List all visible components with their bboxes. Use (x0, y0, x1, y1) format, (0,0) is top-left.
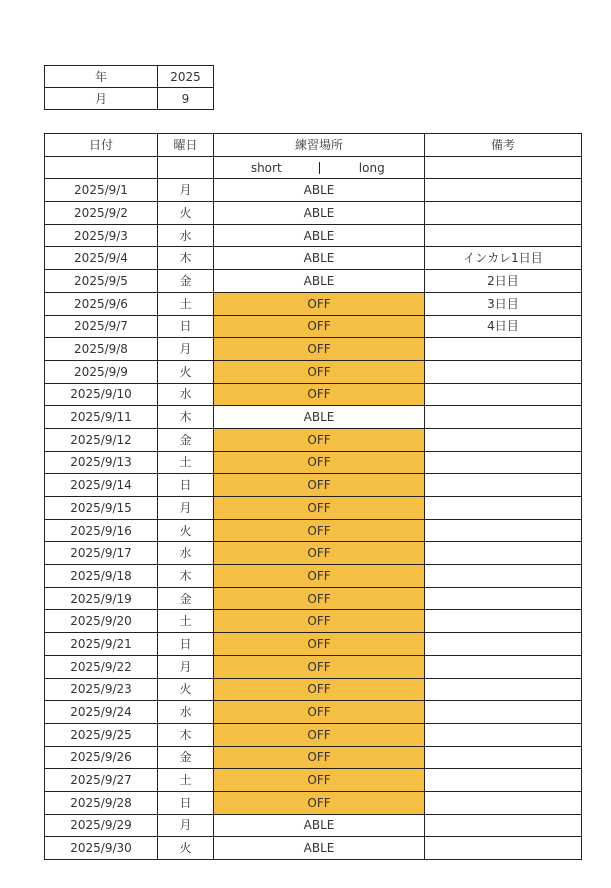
table-row (45, 451, 582, 474)
weekday-cell[interactable]: 火 (158, 837, 214, 860)
date-cell[interactable]: 2025/9/16 (45, 519, 158, 542)
status-cell[interactable]: OFF (214, 791, 425, 814)
month-label[interactable]: 月 (45, 88, 158, 110)
table-row (45, 428, 582, 451)
table-row (45, 179, 582, 202)
weekday-cell[interactable]: 月 (158, 497, 214, 520)
month-row (45, 88, 214, 110)
month-value[interactable]: 9 (158, 88, 214, 110)
note-cell[interactable] (425, 406, 582, 429)
date-cell[interactable]: 2025/9/26 (45, 746, 158, 769)
table-row (45, 678, 582, 701)
weekday-cell[interactable]: 金 (158, 270, 214, 293)
date-cell[interactable]: 2025/9/8 (45, 338, 158, 361)
status-cell[interactable]: OFF (214, 338, 425, 361)
header-row (45, 134, 582, 157)
header-place[interactable]: 練習場所 (214, 134, 425, 157)
date-cell[interactable]: 2025/9/3 (45, 224, 158, 247)
weekday-cell[interactable]: 火 (158, 519, 214, 542)
status-cell[interactable]: OFF (214, 610, 425, 633)
year-month-table (44, 65, 214, 110)
date-cell[interactable]: 2025/9/23 (45, 678, 158, 701)
date-cell[interactable]: 2025/9/9 (45, 360, 158, 383)
date-cell[interactable]: 2025/9/20 (45, 610, 158, 633)
table-row (45, 565, 582, 588)
weekday-cell[interactable]: 月 (158, 655, 214, 678)
weekday-cell[interactable]: 土 (158, 769, 214, 792)
note-cell[interactable] (425, 542, 582, 565)
table-row (45, 315, 582, 338)
table-row (45, 542, 582, 565)
note-cell[interactable] (425, 360, 582, 383)
status-cell[interactable]: OFF (214, 519, 425, 542)
date-cell[interactable]: 2025/9/2 (45, 202, 158, 225)
weekday-cell[interactable]: 火 (158, 678, 214, 701)
note-cell[interactable] (425, 701, 582, 724)
weekday-cell[interactable]: 水 (158, 542, 214, 565)
table-row (45, 406, 582, 429)
date-cell[interactable]: 2025/9/27 (45, 769, 158, 792)
weekday-cell[interactable]: 日 (158, 791, 214, 814)
weekday-cell[interactable]: 水 (158, 701, 214, 724)
table-row (45, 701, 582, 724)
subheader-weekday-empty[interactable] (158, 156, 214, 179)
weekday-cell[interactable]: 水 (158, 383, 214, 406)
date-cell[interactable]: 2025/9/21 (45, 633, 158, 656)
date-cell[interactable]: 2025/9/13 (45, 451, 158, 474)
table-row (45, 338, 582, 361)
year-value[interactable]: 2025 (158, 66, 214, 88)
note-cell[interactable] (425, 224, 582, 247)
note-cell[interactable]: 3日目 (425, 292, 582, 315)
table-row (45, 655, 582, 678)
subheader-date-empty[interactable] (45, 156, 158, 179)
note-cell[interactable] (425, 769, 582, 792)
date-cell[interactable]: 2025/9/12 (45, 428, 158, 451)
status-cell[interactable]: OFF (214, 633, 425, 656)
table-row (45, 292, 582, 315)
note-cell[interactable] (425, 451, 582, 474)
note-cell[interactable] (425, 519, 582, 542)
subheader-note-empty[interactable] (425, 156, 582, 179)
header-date[interactable]: 日付 (45, 134, 158, 157)
table-row (45, 791, 582, 814)
date-cell[interactable]: 2025/9/7 (45, 315, 158, 338)
note-cell[interactable] (425, 746, 582, 769)
date-cell[interactable]: 2025/9/1 (45, 179, 158, 202)
note-cell[interactable] (425, 587, 582, 610)
status-cell[interactable]: ABLE (214, 814, 425, 837)
table-row (45, 519, 582, 542)
weekday-cell[interactable]: 日 (158, 633, 214, 656)
weekday-cell[interactable]: 木 (158, 723, 214, 746)
note-cell[interactable]: 2日目 (425, 270, 582, 293)
note-cell[interactable] (425, 474, 582, 497)
note-cell[interactable]: インカレ1日目 (425, 247, 582, 270)
table-row (45, 383, 582, 406)
date-cell[interactable]: 2025/9/10 (45, 383, 158, 406)
status-cell[interactable]: OFF (214, 542, 425, 565)
table-row (45, 474, 582, 497)
subheader-long[interactable]: long (358, 160, 385, 175)
date-cell[interactable]: 2025/9/18 (45, 565, 158, 588)
year-label[interactable]: 年 (45, 66, 158, 88)
weekday-cell[interactable]: 月 (158, 179, 214, 202)
status-cell[interactable]: OFF (214, 315, 425, 338)
status-cell[interactable]: OFF (214, 746, 425, 769)
table-row (45, 270, 582, 293)
status-cell[interactable]: ABLE (214, 247, 425, 270)
header-weekday[interactable]: 曜日 (158, 134, 214, 157)
weekday-cell[interactable]: 木 (158, 247, 214, 270)
table-row (45, 224, 582, 247)
table-row (45, 202, 582, 225)
weekday-cell[interactable]: 日 (158, 315, 214, 338)
table-row (45, 587, 582, 610)
status-cell[interactable]: OFF (214, 451, 425, 474)
weekday-cell[interactable]: 月 (158, 338, 214, 361)
note-cell[interactable] (425, 814, 582, 837)
table-row (45, 360, 582, 383)
date-cell[interactable]: 2025/9/29 (45, 814, 158, 837)
date-cell[interactable]: 2025/9/4 (45, 247, 158, 270)
date-cell[interactable]: 2025/9/28 (45, 791, 158, 814)
weekday-cell[interactable]: 土 (158, 610, 214, 633)
weekday-cell[interactable]: 金 (158, 746, 214, 769)
date-cell[interactable]: 2025/9/30 (45, 837, 158, 860)
note-cell[interactable] (425, 723, 582, 746)
weekday-cell[interactable]: 木 (158, 406, 214, 429)
table-row (45, 633, 582, 656)
weekday-cell[interactable]: 火 (158, 360, 214, 383)
status-cell[interactable]: ABLE (214, 179, 425, 202)
status-cell[interactable]: OFF (214, 769, 425, 792)
table-row (45, 746, 582, 769)
table-row (45, 769, 582, 792)
note-cell[interactable] (425, 338, 582, 361)
date-cell[interactable]: 2025/9/19 (45, 587, 158, 610)
status-cell[interactable]: OFF (214, 497, 425, 520)
note-cell[interactable] (425, 791, 582, 814)
weekday-cell[interactable]: 土 (158, 292, 214, 315)
status-cell[interactable]: ABLE (214, 406, 425, 429)
date-cell[interactable]: 2025/9/14 (45, 474, 158, 497)
table-row (45, 723, 582, 746)
status-cell[interactable]: OFF (214, 360, 425, 383)
weekday-cell[interactable]: 金 (158, 428, 214, 451)
header-note[interactable]: 備考 (425, 134, 582, 157)
schedule-table (44, 133, 582, 860)
note-cell[interactable] (425, 383, 582, 406)
note-cell[interactable]: 4日目 (425, 315, 582, 338)
status-cell[interactable]: OFF (214, 292, 425, 315)
status-cell[interactable]: ABLE (214, 837, 425, 860)
subheader-short[interactable]: short (214, 162, 320, 174)
status-cell[interactable]: OFF (214, 655, 425, 678)
date-cell[interactable]: 2025/9/25 (45, 723, 158, 746)
note-cell[interactable] (425, 179, 582, 202)
note-cell[interactable] (425, 202, 582, 225)
status-cell[interactable]: OFF (214, 701, 425, 724)
status-cell[interactable]: ABLE (214, 270, 425, 293)
status-cell[interactable]: OFF (214, 565, 425, 588)
status-cell[interactable]: OFF (214, 428, 425, 451)
date-cell[interactable]: 2025/9/22 (45, 655, 158, 678)
note-cell[interactable] (425, 565, 582, 588)
weekday-cell[interactable]: 金 (158, 587, 214, 610)
note-cell[interactable] (425, 428, 582, 451)
status-cell[interactable]: OFF (214, 474, 425, 497)
table-row (45, 837, 582, 860)
status-cell[interactable]: ABLE (214, 224, 425, 247)
weekday-cell[interactable]: 日 (158, 474, 214, 497)
date-cell[interactable]: 2025/9/11 (45, 406, 158, 429)
subheader-place (214, 156, 425, 179)
date-cell[interactable]: 2025/9/17 (45, 542, 158, 565)
date-cell[interactable]: 2025/9/5 (45, 270, 158, 293)
status-cell[interactable]: ABLE (214, 202, 425, 225)
date-cell[interactable]: 2025/9/24 (45, 701, 158, 724)
table-row (45, 610, 582, 633)
table-row (45, 497, 582, 520)
status-cell[interactable]: OFF (214, 678, 425, 701)
note-cell[interactable] (425, 633, 582, 656)
note-cell[interactable] (425, 678, 582, 701)
status-cell[interactable]: OFF (214, 587, 425, 610)
subheader-row (45, 156, 582, 179)
weekday-cell[interactable]: 火 (158, 202, 214, 225)
status-cell[interactable]: OFF (214, 383, 425, 406)
year-row (45, 66, 214, 88)
table-row (45, 247, 582, 270)
weekday-cell[interactable]: 木 (158, 565, 214, 588)
note-cell[interactable] (425, 655, 582, 678)
date-cell[interactable]: 2025/9/15 (45, 497, 158, 520)
note-cell[interactable] (425, 497, 582, 520)
weekday-cell[interactable]: 月 (158, 814, 214, 837)
weekday-cell[interactable]: 水 (158, 224, 214, 247)
status-cell[interactable]: OFF (214, 723, 425, 746)
note-cell[interactable] (425, 610, 582, 633)
table-row (45, 814, 582, 837)
weekday-cell[interactable]: 土 (158, 451, 214, 474)
date-cell[interactable]: 2025/9/6 (45, 292, 158, 315)
note-cell[interactable] (425, 837, 582, 860)
